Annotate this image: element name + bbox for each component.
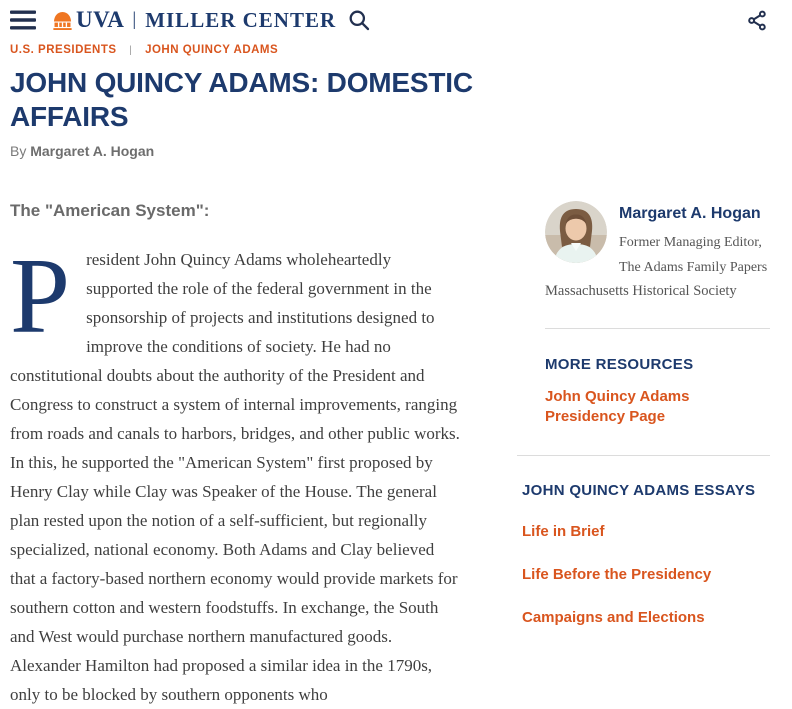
brand-logo[interactable] <box>52 7 336 33</box>
breadcrumb-separator: | <box>129 45 133 56</box>
breadcrumb <box>10 44 792 56</box>
brand-uva-text: UVA <box>76 7 125 32</box>
share-button[interactable] <box>747 10 768 31</box>
content-area <box>0 201 792 709</box>
paragraph-text: resident John Quincy Adams wholeheartedly supported the role of the federal government in the sponsorship of projects and institutions designed to improve the conditions of society. He had no constitutional doubts about the authority of the President and Congress to construct a system of internal improvements, ranging from roads and canals to harbors, bridges, and other public works. In this, he supported the "American System" first proposed by Henry Clay while Clay was Speaker of the House. The general plan rested upon the notion of a self-sufficient, but regionally specialized, national economy. Both Adams and Clay believed that a factory-based northern economy would provide markets for southern cotton and western foodstuffs. In exchange, the South and West would purchase northern manufactured goods. Alexander Hamilton had proposed a similar idea in the 1790s, only to be blocked by southern opponents who <box>10 250 460 704</box>
sidebar <box>517 201 770 709</box>
avatar <box>545 201 607 263</box>
brand-miller-text: MILLER CENTER <box>145 7 337 32</box>
essays-section <box>517 455 770 628</box>
rotunda-icon <box>52 11 73 30</box>
author-organization: Massachusetts Historical Society <box>545 283 737 299</box>
essay-link-life-in-brief[interactable]: Life in Brief <box>522 523 605 540</box>
author-card <box>545 201 770 300</box>
article-column <box>10 201 462 709</box>
more-resources-section <box>545 328 770 427</box>
more-resources-heading: MORE RESOURCES <box>545 356 694 373</box>
byline <box>10 143 792 159</box>
dropcap: P <box>10 237 71 356</box>
breadcrumb-link-us-presidents[interactable]: U.S. PRESIDENTS <box>10 44 117 56</box>
hamburger-icon <box>10 10 36 30</box>
author-info <box>619 201 770 280</box>
byline-author: Margaret A. Hogan <box>30 143 155 159</box>
page-title: JOHN QUINCY ADAMS: DOMESTIC AFFAIRS <box>10 67 473 132</box>
search-button[interactable] <box>348 9 370 31</box>
site-header <box>0 0 792 32</box>
author-role: Former Managing Editor, The Adams Family Papers <box>619 235 768 275</box>
menu-button[interactable] <box>10 10 36 30</box>
article-paragraph <box>10 237 462 709</box>
section-heading: The "American System": <box>10 201 210 220</box>
search-icon <box>348 9 370 31</box>
essay-link-campaigns-and-elections[interactable]: Campaigns and Elections <box>522 609 705 626</box>
breadcrumb-link-john-quincy-adams[interactable]: JOHN QUINCY ADAMS <box>145 44 279 56</box>
resource-link-jqa-presidency-page[interactable]: John Quincy Adams Presidency Page <box>545 388 690 425</box>
byline-prefix: By <box>10 143 27 159</box>
essays-heading: JOHN QUINCY ADAMS ESSAYS <box>522 482 756 499</box>
author-name: Margaret A. Hogan <box>619 205 761 222</box>
share-icon <box>747 10 768 31</box>
essay-link-life-before-the-presidency[interactable]: Life Before the Presidency <box>522 566 712 583</box>
brand-separator: | <box>132 9 137 30</box>
